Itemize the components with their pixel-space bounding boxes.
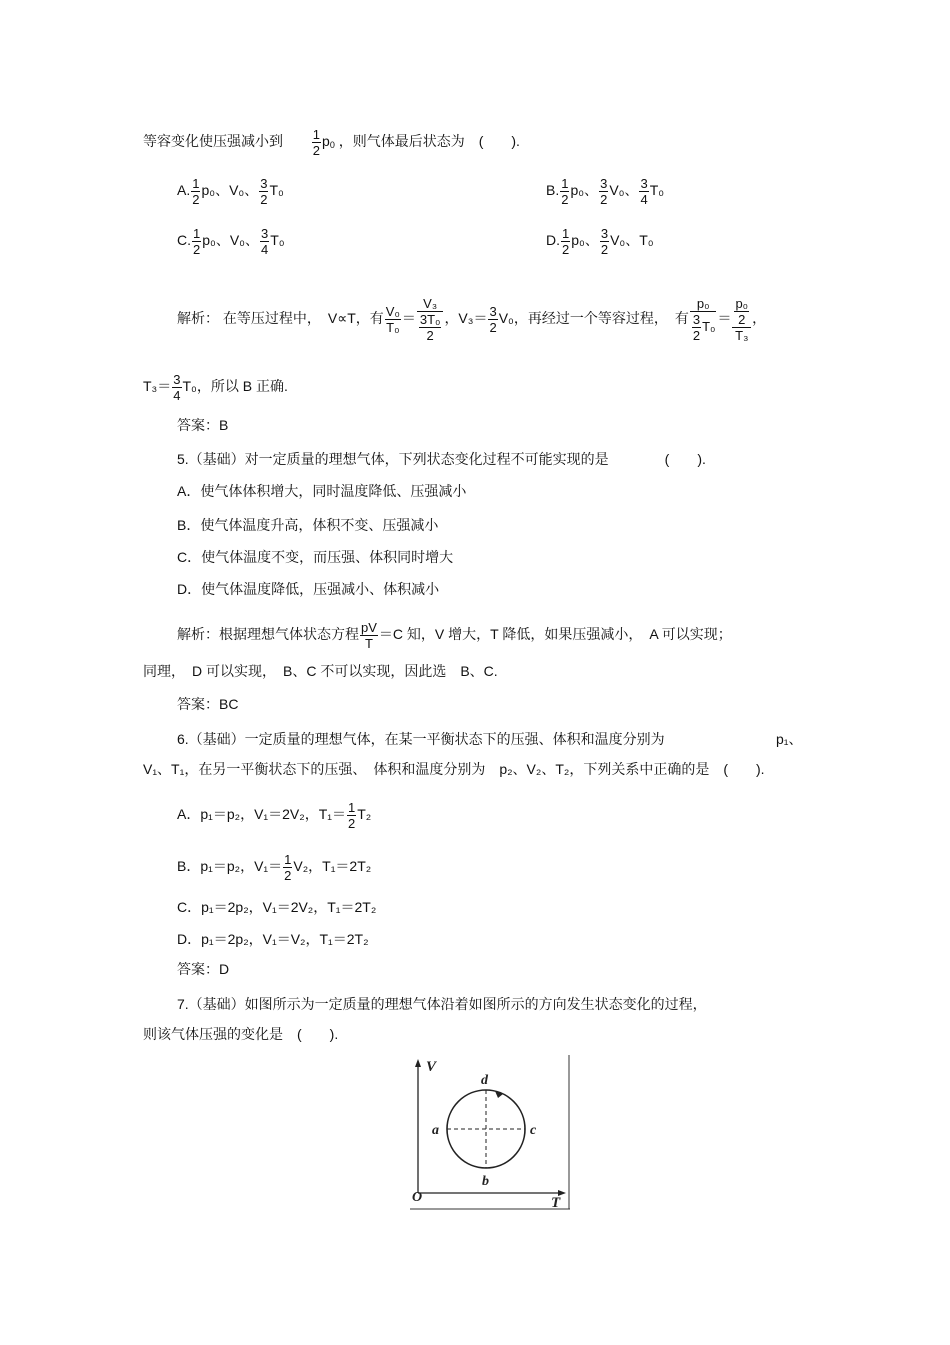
- frac-num: 3: [260, 226, 269, 241]
- frac-den: 2: [600, 192, 608, 207]
- option-label-a: A.: [177, 182, 191, 199]
- option-label-c: C.: [177, 232, 191, 249]
- frac-pv-over-t: [360, 620, 378, 651]
- option-b-end: T₀: [649, 182, 665, 199]
- frac-num: 1: [347, 800, 356, 815]
- frac-den: T₃: [735, 328, 749, 343]
- equals-sign: ＝: [717, 310, 732, 327]
- frac-den: 2: [193, 242, 201, 257]
- vt-diagram: [410, 1055, 572, 1213]
- q4-option-a: [177, 176, 284, 207]
- frac-num: 3: [600, 226, 609, 241]
- q7-stem-line2: 则该气体压强的变化是 ( ).: [143, 1026, 339, 1042]
- frac-num: 3: [600, 176, 608, 191]
- frac-den: 4: [640, 192, 648, 207]
- frac-den: 2: [426, 328, 434, 343]
- frac-num: 1: [312, 127, 321, 142]
- frac-den: 2: [347, 816, 356, 831]
- q5-solution-line1: [177, 620, 732, 651]
- frac-den: [690, 312, 717, 343]
- option-a-end: T₀: [269, 182, 284, 199]
- frac-den: 2: [562, 242, 570, 257]
- q4-stem-continuation: [143, 127, 520, 158]
- t-axis-label: T: [551, 1195, 561, 1211]
- frac-den: 4: [260, 242, 269, 257]
- q6-stem-line1: 6.（基础）一定质量的理想气体，在某一平衡状态下的压强、体积和温度分别为: [177, 731, 665, 747]
- frac-den: 2: [561, 192, 569, 207]
- v-axis-label: V: [426, 1059, 437, 1075]
- frac-den: 2: [692, 328, 701, 343]
- q5-stem: 5.（基础）对一定质量的理想气体，下列状态变化过程不可能实现的是 ( ).: [177, 451, 706, 467]
- point-b-label: b: [482, 1174, 489, 1189]
- q5-option-c: C．使气体温度不变，而压强、体积同时增大: [177, 549, 454, 565]
- frac-num: V₀: [385, 304, 400, 319]
- option-b-pre: B．p₁＝p₂，V₁＝: [177, 858, 283, 875]
- frac-num: 3: [640, 176, 648, 191]
- frac-num: 3: [173, 372, 181, 387]
- frac-num: 3: [692, 312, 701, 327]
- frac-three-quarters: [172, 372, 181, 403]
- option-label-d: D.: [546, 232, 560, 249]
- frac-p0-2-over-t3: [732, 296, 751, 343]
- frac-num: [732, 296, 751, 328]
- solution-text-2: ＝C 知，V 增大，T 降低，如果压强减小， A 可以实现；: [378, 626, 732, 643]
- q4-answer: 答案：B: [177, 417, 229, 433]
- option-b-expr2: V₀、: [609, 182, 639, 199]
- frac-num: 1: [561, 176, 569, 191]
- solution-text: 解析：根据理想气体状态方程: [177, 626, 359, 643]
- frac-three-quarters: [260, 226, 269, 257]
- solution-conclusion: T₀，所以 B 正确.: [182, 378, 288, 395]
- option-a-pre: A．p₁＝p₂，V₁＝2V₂，T₁＝: [177, 806, 346, 823]
- q4-stem-text-a: 等容变化使压强减小到: [143, 133, 283, 150]
- frac-v3-over-3t0-2: [417, 296, 444, 343]
- origin-label: O: [412, 1190, 423, 1205]
- q4-option-d: [546, 226, 654, 257]
- option-d-expr2: V₀、T₀: [610, 232, 654, 249]
- option-a-expr: p₀、V₀、: [201, 182, 259, 199]
- frac-den: 4: [173, 388, 181, 403]
- q6-stem-line2: V₁、T₁，在另一平衡状态下的压强、 体积和温度分别为 p₂、V₂、T₂，下列关系中正确的是 ( ).: [143, 761, 765, 777]
- frac-half: [561, 226, 570, 257]
- frac-v0-t0: [385, 304, 401, 335]
- point-a-label: a: [432, 1123, 439, 1138]
- frac-half: [283, 852, 292, 883]
- equals-sign: ＝: [401, 310, 416, 327]
- q5-option-a: A．使气体体积增大，同时温度降低、压强减小: [177, 483, 467, 499]
- frac-num: 1: [562, 226, 570, 241]
- q6-option-d: D．p₁＝2p₂，V₁＝V₂，T₁＝2T₂: [177, 931, 369, 947]
- frac-den: 2: [600, 242, 609, 257]
- frac-half: [191, 176, 200, 207]
- q5-solution-line2: 同理， D 可以实现， B、C 不可以实现，因此选 B、C.: [143, 663, 498, 679]
- q4-stem-text-c: ，则气体最后状态为 ( ).: [338, 133, 520, 150]
- q5-option-d: D．使气体温度降低，压强减小、体积减小: [177, 581, 440, 597]
- option-d-expr1: p₀、: [571, 232, 599, 249]
- p-subscript: 0: [329, 140, 335, 151]
- solution-text-3: V₀，再经过一个等容过程， 有: [498, 310, 689, 327]
- v-axis-arrow: [415, 1059, 421, 1067]
- point-d-label: d: [481, 1073, 488, 1088]
- frac-den: 2: [738, 312, 746, 327]
- frac-den: 2: [489, 320, 497, 335]
- solution-text-4: ，: [752, 310, 767, 327]
- frac-num: 1: [193, 226, 201, 241]
- frac-num: 1: [284, 852, 292, 867]
- p-symbol: p: [322, 133, 330, 150]
- frac-three-halves: [599, 176, 608, 207]
- q5-answer: 答案：BC: [177, 696, 239, 712]
- frac-den: T: [364, 636, 373, 651]
- frac-half: [347, 800, 356, 831]
- frac-num: p₀: [735, 296, 749, 311]
- option-label-b: B.: [546, 182, 560, 199]
- q6-option-c: C．p₁＝2p₂，V₁＝2V₂，T₁＝2T₂: [177, 899, 377, 915]
- frac-half: [192, 226, 201, 257]
- q4-option-b: [546, 176, 664, 207]
- frac-num: 3T₀: [419, 312, 441, 327]
- frac-three-halves: [488, 304, 497, 335]
- q4-solution-line2: [143, 372, 288, 403]
- solution-text-1: 在等压过程中， V∝T，有: [222, 310, 384, 327]
- q5-option-b: B．使气体温度升高，体积不变、压强减小: [177, 517, 439, 533]
- option-c-expr: p₀、V₀、: [202, 232, 259, 249]
- frac-den: 2: [192, 192, 200, 207]
- frac-num: 1: [192, 176, 200, 191]
- frac-den-t0: T₀: [702, 318, 716, 334]
- solution-text-2: ，V₃＝: [444, 310, 488, 327]
- frac-num: 3: [489, 304, 497, 319]
- option-a-post: T₂: [357, 806, 372, 823]
- q4-solution-line1: [177, 296, 766, 343]
- frac-den: 2: [284, 868, 292, 883]
- option-b-expr1: p₀、: [570, 182, 599, 199]
- frac-num: pV: [361, 620, 377, 635]
- nested-frac: [419, 312, 442, 343]
- frac-den: 2: [260, 192, 268, 207]
- solution-label: 解析：: [177, 310, 219, 327]
- q7-stem-line1: 7.（基础）如图所示为一定质量的理想气体沿着如图所示的方向发生状态变化的过程，: [177, 996, 707, 1012]
- frac-den: T₀: [386, 320, 400, 335]
- option-c-end: T₀: [270, 232, 285, 249]
- frac-den: [417, 312, 444, 343]
- frac-three-halves: [600, 226, 609, 257]
- nested-frac: [734, 296, 749, 327]
- q6-option-a: [177, 800, 371, 831]
- frac-num: V₃: [417, 296, 444, 312]
- q4-option-c: [177, 226, 285, 257]
- q6-stem-line1-end: p₁、: [776, 731, 803, 747]
- q6-answer: 答案：D: [177, 961, 230, 977]
- nested-frac: [692, 312, 701, 343]
- frac-three-halves: [259, 176, 268, 207]
- frac-den: 2: [312, 143, 321, 158]
- frac-num: 3: [260, 176, 268, 191]
- frac-three-quarters: [639, 176, 648, 207]
- frac-p0-over-3t0: [690, 296, 717, 343]
- frac-half: [560, 176, 569, 207]
- q6-option-b: [177, 852, 371, 883]
- point-c-label: c: [530, 1123, 537, 1138]
- fraction-half: [312, 127, 321, 158]
- t3-equals: T₃＝: [143, 378, 172, 395]
- option-b-post: V₂，T₁＝2T₂: [293, 858, 372, 875]
- frac-num: p₀: [690, 296, 717, 312]
